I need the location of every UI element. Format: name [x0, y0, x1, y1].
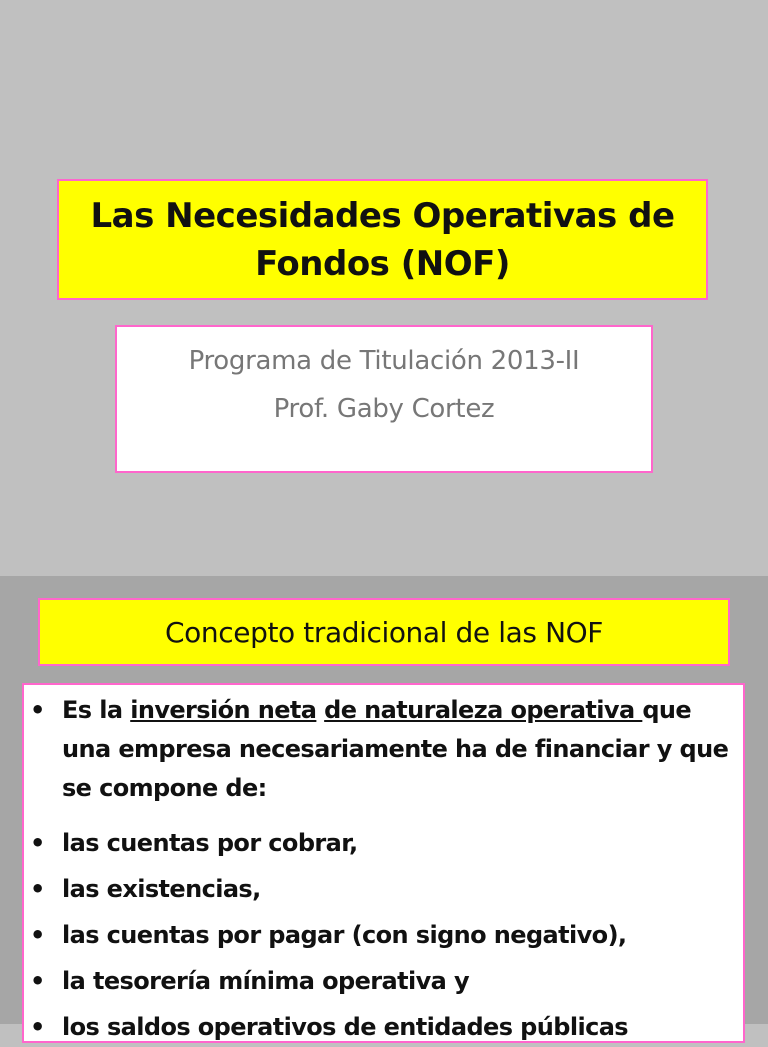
bullet-text: las cuentas por cobrar,	[62, 829, 358, 857]
bullet-icon: •	[30, 967, 45, 995]
concept-heading: Concepto tradicional de las NOF	[165, 615, 603, 649]
title-box	[57, 179, 708, 300]
definition-part-2	[316, 696, 324, 724]
bullet-icon: •	[30, 1013, 45, 1041]
subtitle-box	[115, 325, 653, 473]
bullet-icon: •	[30, 696, 45, 724]
bullet-item	[30, 1008, 628, 1047]
definition-part-3: que una empresa necesariamente ha de financiar y que se compone de:	[62, 696, 729, 802]
bullet-text: los saldos operativos de entidades públicas	[62, 1013, 628, 1041]
bullet-item	[30, 962, 469, 1001]
bullet-icon: •	[30, 829, 45, 857]
concept-heading-box	[38, 598, 730, 666]
slide-title	[90, 192, 674, 288]
bullet-item	[30, 916, 626, 955]
definition-text	[30, 691, 736, 808]
subtitle-program: Programa de Titulación 2013-II	[188, 346, 580, 376]
subtitle-professor: Prof. Gaby Cortez	[273, 394, 495, 424]
definition-part-1: Es la	[62, 696, 131, 724]
title-line-2: Fondos (NOF)	[255, 243, 510, 284]
concept-body-box	[22, 683, 745, 1043]
definition-underlined-1: inversión neta	[130, 696, 317, 724]
bullet-icon: •	[30, 921, 45, 949]
bullet-item	[30, 870, 261, 909]
bullet-item	[30, 824, 357, 863]
bullet-item-definition	[30, 691, 736, 808]
bullet-text: la tesorería mínima operativa y	[62, 967, 470, 995]
definition-underlined-2: de naturaleza operativa	[324, 696, 643, 724]
title-line-1: Las Necesidades Operativas de	[90, 195, 675, 236]
bullet-icon: •	[30, 875, 45, 903]
bullet-text: las existencias,	[62, 875, 261, 903]
bullet-text: las cuentas por pagar (con signo negativo),	[62, 921, 627, 949]
